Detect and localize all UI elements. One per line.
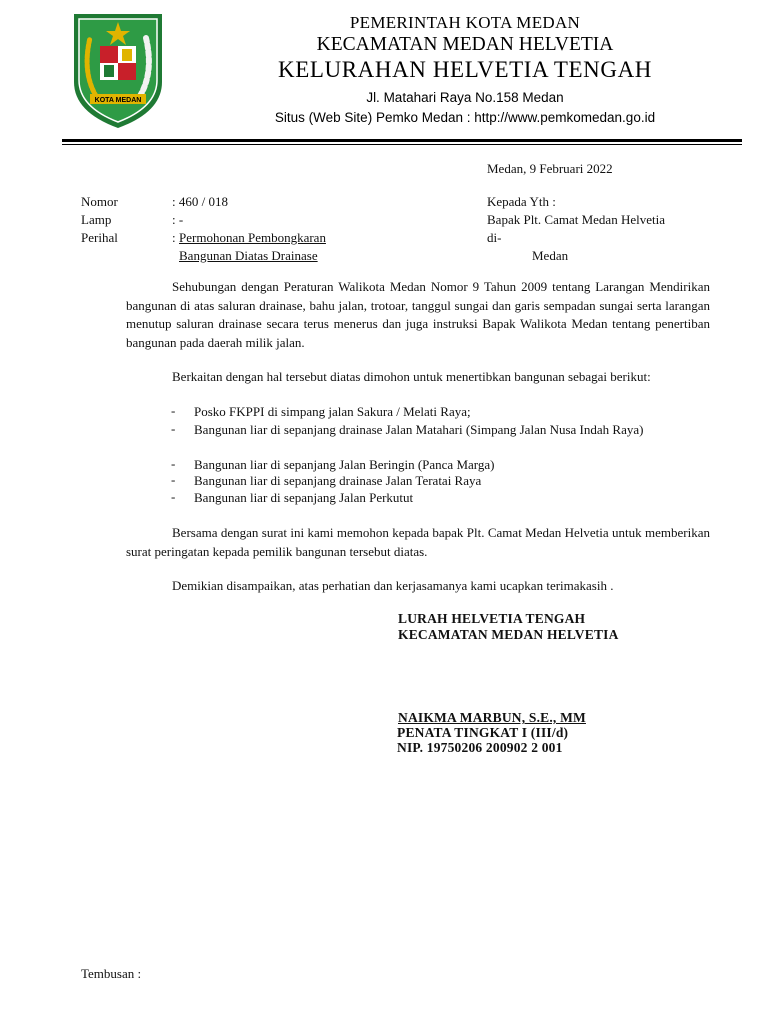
recipient-greeting: Kepada Yth : [487, 194, 556, 209]
list-item: Bangunan liar di sepanjang drainase Jalan Teratai Raya [194, 473, 482, 488]
letterhead-address: Jl. Matahari Raya No.158 Medan [366, 90, 564, 105]
paragraph-1: Sehubungan dengan Peraturan Walikota Medan Nomor 9 Tahun 2009 tentang Larangan Mendirikan bangunan di atas saluran drainase, bahu jalan, trotoar, tanggul sungai dan garis sempadan sungai serta larangan menutup saluran drainase secara terus menerus dan juga instruksi Bapak Walikota Medan tentang penertiban bangunan pada daerah milik jalan. [126, 279, 710, 350]
recipient-name: Bapak Plt. Camat Medan Helvetia [487, 212, 665, 227]
lamp-label: Lamp [81, 212, 112, 227]
letterhead-government: PEMERINTAH KOTA MEDAN [349, 13, 581, 32]
letterhead-subdistrict: KELURAHAN HELVETIA TENGAH [277, 57, 653, 82]
recipient-city: Medan [532, 248, 569, 263]
cc-label: Tembusan : [81, 966, 142, 981]
letter-date: Medan, 9 Februari 2022 [487, 161, 613, 176]
letterhead-divider-thick [62, 139, 742, 142]
signatory-title-1: LURAH HELVETIA TENGAH [398, 611, 586, 626]
list-item: Bangunan liar di sepanjang Jalan Beringin (Panca Marga) [194, 457, 495, 472]
recipient-at: di- [487, 230, 502, 245]
list-item: Bangunan liar di sepanjang Jalan Perkutut [194, 490, 414, 505]
perihal-subject-line2: Bangunan Diatas Drainase [179, 248, 318, 263]
paragraph-3: Bersama dengan surat ini kami memohon kepada bapak Plt. Camat Medan Helvetia untuk memberikan surat peringatan kepada pemilik bangunan tersebut diatas. [126, 525, 710, 559]
signatory-nip: NIP. 19750206 200902 2 001 [397, 740, 563, 755]
paragraph-4: Demikian disampaikan, atas perhatian dan kerjasamanya kami ucapkan terimakasih . [172, 578, 614, 593]
list-marker: - [171, 489, 176, 504]
lamp-value: : - [172, 212, 184, 227]
perihal-subject-line1: Permohonan Pembongkaran [179, 230, 326, 245]
letterhead-district: KECAMATAN MEDAN HELVETIA [316, 34, 614, 55]
perihal-label: Perihal [81, 230, 118, 245]
paragraph-2: Berkaitan dengan hal tersebut diatas dimohon untuk menertibkan bangunan sebagai berikut: [172, 369, 651, 384]
list-marker: - [171, 403, 176, 418]
letterhead-divider-thin [62, 144, 742, 145]
perihal-colon: : [172, 230, 176, 245]
list-item: Posko FKPPI di simpang jalan Sakura / Melati Raya; [194, 404, 471, 419]
signatory-rank: PENATA TINGKAT I (III/d) [397, 725, 569, 740]
city-logo [66, 8, 170, 132]
nomor-label: Nomor [81, 194, 118, 209]
logo-text: KOTA MEDAN [94, 97, 142, 104]
nomor-value: : 460 / 018 [172, 194, 228, 209]
list-marker: - [171, 472, 176, 487]
signatory-name: NAIKMA MARBUN, S.E., MM [398, 710, 586, 725]
letterhead-website: Situs (Web Site) Pemko Medan : http://www.pemkomedan.go.id [274, 110, 656, 125]
list-marker: - [171, 421, 176, 436]
signatory-title-2: KECAMATAN MEDAN HELVETIA [398, 627, 619, 642]
list-marker: - [171, 456, 176, 471]
list-item: Bangunan liar di sepanjang drainase Jalan Matahari (Simpang Jalan Nusa Indah Raya) [194, 422, 644, 437]
